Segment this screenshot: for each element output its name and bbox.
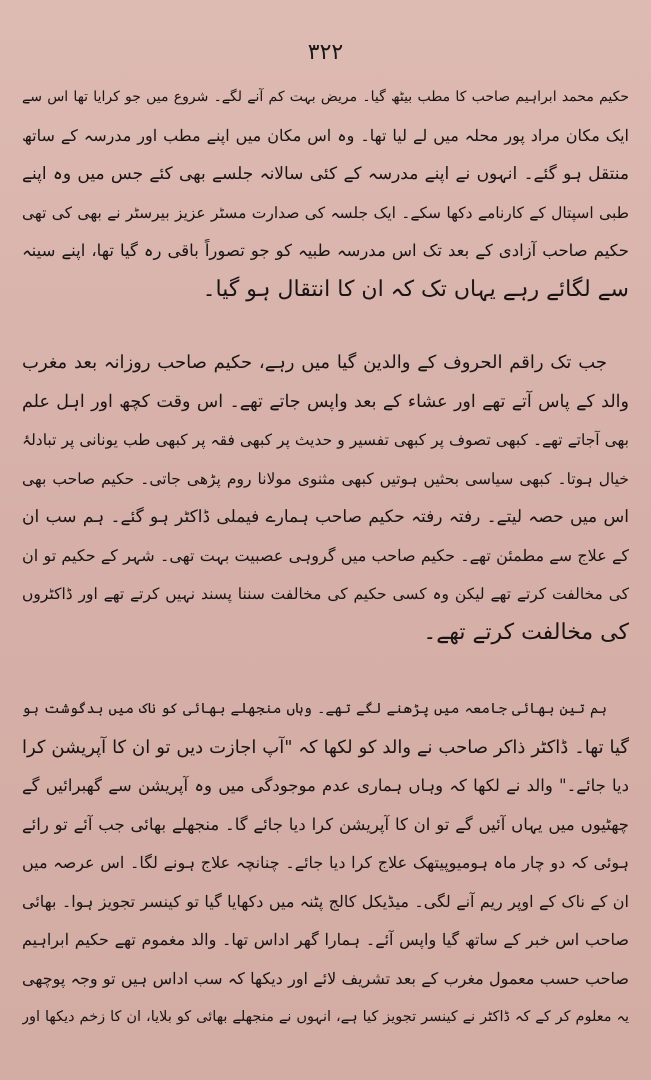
text-line: اس میں حصہ لیتے۔ رفتہ رفتہ حکیم صاحب ہمارے فیملی ڈاکٹر ہو گئے۔ ہم سب ان	[22, 507, 629, 527]
paragraph-1	[22, 78, 629, 309]
text-line: کی مخالفت کرتے تھے۔	[423, 619, 629, 645]
text-line: حکیم صاحب آزادی کے بعد تک اس مدرسہ طبیہ کو جو تصوراً باقی رہ گیا تھا، اپنے سینہ	[22, 241, 629, 260]
paragraph-3	[22, 690, 629, 1037]
text-line: والد کے پاس آتے تھے اور عشاء کے بعد واپس جاتے تھے۔ اس وقت کچھ اور اہل علم	[22, 391, 629, 412]
text-line: طبی اسپتال کے کارنامے دکھا سکے۔ ایک جلسہ کی صدارت مسٹر عزیز بیرسٹر نے بھی کی تھی	[22, 203, 629, 222]
text-line: ہوئی کہ دو چار ماہ ہومیوپیتھک علاج کرا دیا جائے۔ چنانچہ علاج ہونے لگا۔ اس عرصہ میں	[22, 853, 629, 872]
text-line: ہم تین بھائی جامعہ میں پڑھنے لگے تھے۔ وہاں منجھلے بھائی کو ناک میں بدگوشت ہو	[22, 701, 607, 717]
text-line: جب تک راقم الحروف کے والدین گیا میں رہے، حکیم صاحب روزانہ بعد مغرب	[22, 352, 607, 373]
text-line: حکیم محمد ابراہیم صاحب کا مطب بیٹھ گیا۔ مریض بہت کم آنے لگے۔ شروع میں جو کرایا تھا اس سے	[22, 89, 629, 105]
text-line: سے لگائے رہے یہاں تک کہ ان کا انتقال ہو گیا۔	[202, 276, 629, 302]
text-line: چھٹیوں میں یہاں آئیں گے تو ان کا آپریشن کرا دیا جائے گا۔ منجھلے بھائی جب آئے تو رائے	[22, 814, 629, 834]
text-line: بھی آجاتے تھے۔ کبھی تصوف پر کبھی تفسیر و حدیث پر کبھی فقہ پر کبھی طب یونانی پر تبادلۂ	[22, 431, 629, 449]
text-line: کے علاج سے مطمئن تھے۔ حکیم صاحب میں گروہی عصبیت بہت تھی۔ شہر کے حکیم تو ان	[22, 545, 629, 565]
text-line: گیا تھا۔ ڈاکٹر ذاکر صاحب نے والد کو لکھا کہ "آپ اجازت دیں تو ان کا آپریشن کرا	[22, 736, 629, 758]
text-line: یہ معلوم کر کے کہ ڈاکٹر نے کینسر تجویز کیا ہے، انہوں نے منجھلے بھائی کو بلایا، ان کا زخم دیکھا اور	[22, 1009, 629, 1025]
text-line: صاحب حسب معمول مغرب کے بعد تشریف لائے اور دیکھا کہ سب اداس ہیں تو وجہ پوچھی	[22, 968, 629, 988]
text-line: خیال ہوتا۔ کبھی سیاسی بحثیں ہوتیں کبھی مثنوی مولانا روم پڑھی جاتی۔ حکیم صاحب بھی	[22, 469, 629, 488]
text-line: صاحب اس خبر کے ساتھ گیا واپس آئے۔ ہمارا گھر اداس تھا۔ والد مغموم تھے حکیم ابراہیم	[22, 930, 629, 949]
text-line: کی مخالفت کرتے تھے لیکن وہ کسی حکیم کی مخالفت سننا پسند نہیں کرتے تھے اور ڈاکٹروں	[22, 585, 629, 603]
text-line: ان کے ناک کے اوپر ریم آنے لگی۔ میڈیکل کالج پٹنہ میں دکھایا گیا تو کینسر تجویز ہوا۔ بھائی	[22, 891, 629, 911]
paragraph-2	[22, 344, 629, 652]
text-line: منتقل ہو گئے۔ انہوں نے اپنے مدرسہ کے کئی سالانہ جلسے بھی کئے جس میں وہ اپنے	[22, 164, 629, 184]
page-number: ۳۲۲	[307, 40, 344, 65]
text-line: ایک مکان مراد پور محلہ میں لے لیا تھا۔ وہ اس مکان میں اپنے مطب اور مدرسہ کے ساتھ	[22, 125, 629, 145]
text-line: دیا جائے۔" والد نے لکھا کہ وہاں ہماری عدم موجودگی میں وہ آپریشن سے گھبرائیں گے	[22, 776, 629, 795]
